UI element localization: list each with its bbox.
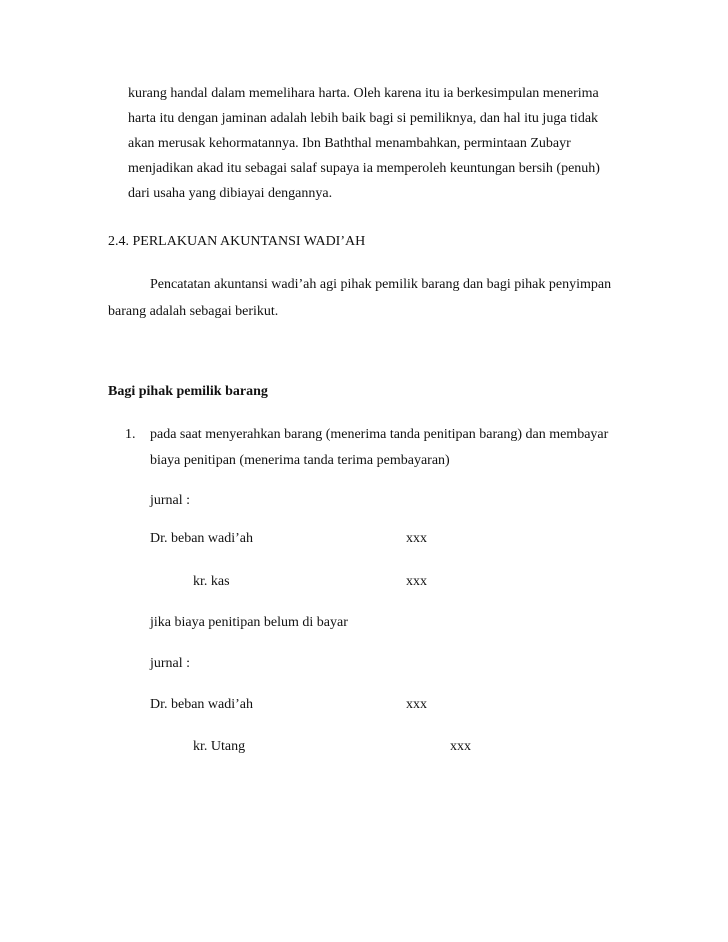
journal-credit-account: kr. kas: [193, 574, 230, 589]
journal-label: jurnal :: [150, 656, 191, 671]
intro-line-2: harta itu dengan jaminan adalah lebih baik bagi si pemiliknya, dan hal itu juga tidak: [128, 111, 599, 126]
journal-debit-amount: xxx: [406, 531, 427, 546]
journal-debit-amount: xxx: [406, 697, 427, 712]
journal-debit-account: Dr. beban wadi’ah: [150, 697, 254, 712]
section-heading: 2.4. PERLAKUAN AKUNTANSI WADI’AH: [108, 234, 366, 249]
journal-label: jurnal :: [150, 493, 191, 508]
journal-credit-amount: xxx: [450, 739, 471, 754]
list-item-line-1: pada saat menyerahkan barang (menerima tanda penitipan barang) dan membayar: [150, 427, 609, 442]
section-paragraph-line-2: barang adalah sebagai berikut.: [108, 304, 279, 319]
intro-line-4: menjadikan akad itu sebagai salaf supaya ia memperoleh keuntungan bersih (penuh): [128, 161, 600, 176]
intro-line-3: akan merusak kehormatannya. Ibn Baththal menambahkan, permintaan Zubayr: [128, 136, 571, 151]
list-item-line-2: biaya penitipan (menerima tanda terima pembayaran): [150, 453, 450, 468]
section-paragraph-line-1: Pencatatan akuntansi wadi’ah agi pihak pemilik barang dan bagi pihak penyimpan: [150, 277, 612, 292]
note-unpaid-fee: jika biaya penitipan belum di bayar: [150, 615, 348, 630]
subheading-pemilik-barang: Bagi pihak pemilik barang: [108, 384, 268, 399]
list-item-number: 1.: [125, 427, 136, 442]
journal-credit-account: kr. Utang: [193, 739, 246, 754]
journal-credit-amount: xxx: [406, 574, 427, 589]
journal-debit-account: Dr. beban wadi’ah: [150, 531, 254, 546]
intro-line-1: kurang handal dalam memelihara harta. Oleh karena itu ia berkesimpulan menerima: [128, 86, 599, 101]
intro-line-5: dari usaha yang dibiayai dengannya.: [128, 186, 333, 201]
